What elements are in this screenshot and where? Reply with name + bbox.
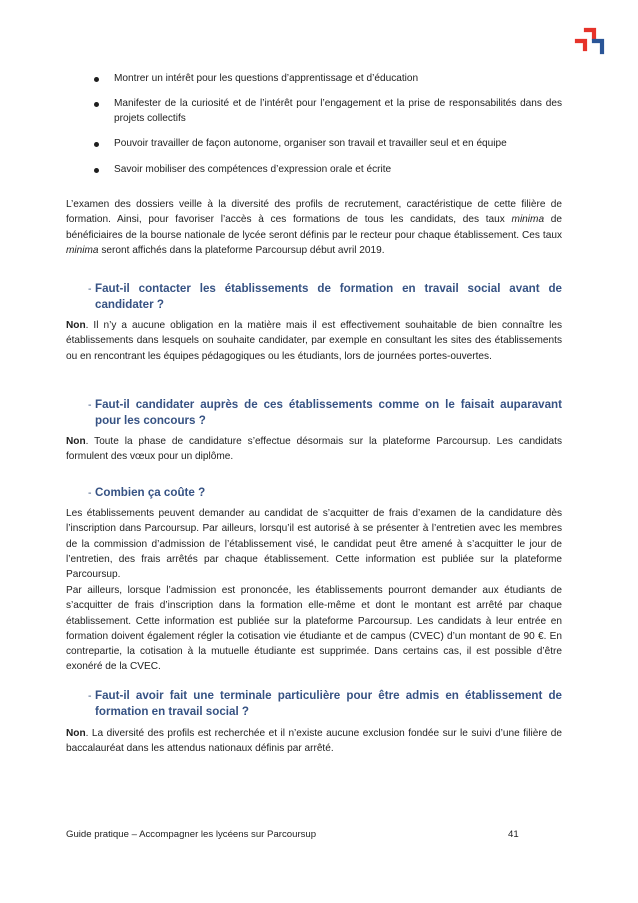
question-text: Combien ça coûte ? [95,486,206,499]
bullet-item [66,163,562,177]
intro-paragraph: L’examen des dossiers veille à la diversité des profils de recrutement, caractéristique de cette filière de formation. Ainsi, pour favoriser l’accès à ces formations de tous les candidats, des taux minima de bénéficiaires de la bourse nationale de lycée seront définis par le recteur pour chaque établissement. Ces taux minima seront affichés dans la plateforme Parcoursup début avril 2019. [66,199,562,256]
dash-marker: - [88,487,92,499]
question-heading [66,688,562,721]
answer-paragraph: Non. La diversité des profils est recherchée et il n’existe aucune exclusion fondée sur le suivi d’une filière de baccalauréat dans les attendus nationaux définis par arrêté. [66,728,562,755]
dash-marker: - [88,399,92,411]
answer-paragraph: Non. Il n’y a aucune obligation en la matière mais il est effectivement souhaitable de bien connaître les établissements dans lesquels on souhaite candidater, par exemple en consultant les sites des établissements ou en rencontrant les équipes pédagogiques ou les étudiants, lors de journées portes-ouvertes. [66,320,562,362]
dash-marker: - [88,690,92,702]
answer-paragraph: Par ailleurs, lorsque l’admission est prononcée, les établissements pourront demander aux étudiants de s’acquitter de frais d’inscription dans la formation elle-même et dont le montant est arrêté par chaque établissement. Cette information est publiée sur la plateforme Parcoursup. Les candidats à leur entrée en formation doivent également régler la cotisation vie étudiante et de campus (CVEC) d’un montant de 90 €. En contrepartie, la cotisation à la mutuelle étudiante est supprimée. Dans certains cas, il est possible d’être exonéré de la CVEC. [66,585,562,673]
answer-paragraph: Non. Toute la phase de candidature s’effectue désormais sur la plateforme Parcoursup. Les candidats formulent des vœux pour un diplôme. [66,436,562,463]
answer-paragraph: Les établissements peuvent demander au candidat de s’acquitter de frais d’examen de la candidature dès l’inscription dans Parcoursup. Par ailleurs, lorsqu’il est autorisé à se présenter à l’entretien avec les membres de la commission d’admission de l’établissement visé, le candidat peut être amené à s’acquitter le jour de l’entretien, des frais arrêtés par chaque établissement. Cette information est publiée sur la plateforme Parcoursup. [66,508,562,581]
dash-marker: - [88,283,92,295]
bullet-dot-icon [94,168,99,173]
question-text: Faut-il contacter les établissements de formation en travail social avant de candidater ? [95,282,562,312]
bullet-dot-icon [94,77,99,82]
bullet-text: Montrer un intérêt pour les questions d’apprentissage et d’éducation [114,73,419,84]
question-heading [66,485,562,501]
bullet-text: Savoir mobiliser des compétences d’expression orale et écrite [114,163,392,175]
bullet-dot-icon [94,102,99,107]
bullet-text: Pouvoir travailler de façon autonome, organiser son travail et travailler seul et en équipe [114,138,507,150]
question-heading [66,397,562,430]
bullet-item [66,97,562,126]
page-number: 41 [508,829,519,840]
bullet-item [66,137,562,151]
bullet-text: Manifester de la curiosité et de l’intérêt pour l’engagement et la prise de responsabilités dans des projets collectifs [114,98,562,124]
bullet-dot-icon [94,142,99,147]
three-arrows-logo-icon [572,26,606,56]
question-text: Faut-il avoir fait une terminale particulière pour être admis en établissement de formation en travail social ? [95,689,562,719]
footer-title: Guide pratique – Accompagner les lycéens sur Parcoursup [66,829,317,840]
question-heading [66,281,562,314]
question-text: Faut-il candidater auprès de ces établissements comme on le faisait auparavant pour les concours ? [95,398,562,428]
criteria-bullet-list [66,72,562,188]
bullet-item [66,72,562,86]
